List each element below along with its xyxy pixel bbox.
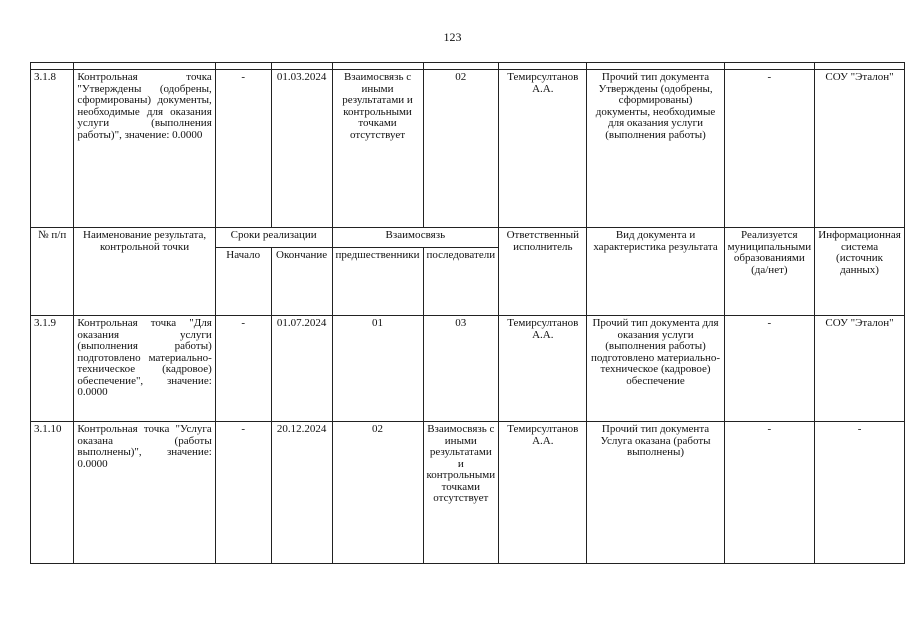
header-number: № п/п <box>31 228 74 316</box>
row-start: - <box>215 422 271 564</box>
header-end: Окончание <box>271 248 332 316</box>
header-infosystem: Информационная система (источник данных) <box>815 228 905 316</box>
table-top-spacer <box>31 63 905 70</box>
row-number: 3.1.8 <box>31 70 74 228</box>
header-responsible: Ответственный исполнитель <box>499 228 587 316</box>
header-municipal: Реализуется муниципальными образованиями (да/нет) <box>724 228 815 316</box>
row-infosystem: СОУ "Эталон" <box>815 316 905 422</box>
header-document: Вид документа и характеристика результата <box>587 228 724 316</box>
row-name: Контрольная точка "Для оказания услуги (выполнения работы) подготовлено материально-техническое (кадровое) обеспечение", значение: 0.0000 <box>74 316 215 422</box>
control-points-table <box>30 62 905 564</box>
header-name: Наименование результата, контрольной точки <box>74 228 215 316</box>
row-infosystem: - <box>815 422 905 564</box>
row-number: 3.1.10 <box>31 422 74 564</box>
row-document: Прочий тип документа для оказания услуги (выполнения работы) подготовлено материально-техническое (кадровое) обеспечение <box>587 316 724 422</box>
table-row <box>31 422 905 564</box>
row-document: Прочий тип документа Услуга оказана (работы выполнены) <box>587 422 724 564</box>
row-start: - <box>215 316 271 422</box>
row-number: 3.1.9 <box>31 316 74 422</box>
row-responsible: Темирсултанов А.А. <box>499 70 587 228</box>
header-terms: Сроки реализации <box>215 228 332 248</box>
row-predecessors: 02 <box>332 422 423 564</box>
row-infosystem: СОУ "Эталон" <box>815 70 905 228</box>
row-responsible: Темирсултанов А.А. <box>499 316 587 422</box>
row-start: - <box>215 70 271 228</box>
row-responsible: Темирсултанов А.А. <box>499 422 587 564</box>
header-start: Начало <box>215 248 271 316</box>
row-successors: 03 <box>423 316 499 422</box>
table-header-row <box>31 228 905 248</box>
table-row <box>31 70 905 228</box>
header-successors: последователи <box>423 248 499 316</box>
row-end: 20.12.2024 <box>271 422 332 564</box>
row-municipal: - <box>724 70 815 228</box>
header-predecessors: предшественники <box>332 248 423 316</box>
row-name: Контрольная точка "Услуга оказана (работы выполнены)", значение: 0.0000 <box>74 422 215 564</box>
table-row <box>31 316 905 422</box>
row-name: Контрольная точка "Утверждены (одобрены, сформированы) документы, необходимые для оказания услуги (выполнения работы)", значение: 0.0000 <box>74 70 215 228</box>
row-successors: Взаимосвязь с иными результатами и контрольными точками отсутствует <box>423 422 499 564</box>
row-predecessors: 01 <box>332 316 423 422</box>
row-predecessors: Взаимосвязь с иными результатами и контрольными точками отсутствует <box>332 70 423 228</box>
row-end: 01.03.2024 <box>271 70 332 228</box>
page-number: 123 <box>443 30 462 44</box>
row-successors: 02 <box>423 70 499 228</box>
row-end: 01.07.2024 <box>271 316 332 422</box>
row-municipal: - <box>724 316 815 422</box>
header-links: Взаимосвязь <box>332 228 499 248</box>
row-municipal: - <box>724 422 815 564</box>
row-document: Прочий тип документа Утверждены (одобрены, сформированы) документы, необходимые для оказания услуги (выполнения работы) <box>587 70 724 228</box>
